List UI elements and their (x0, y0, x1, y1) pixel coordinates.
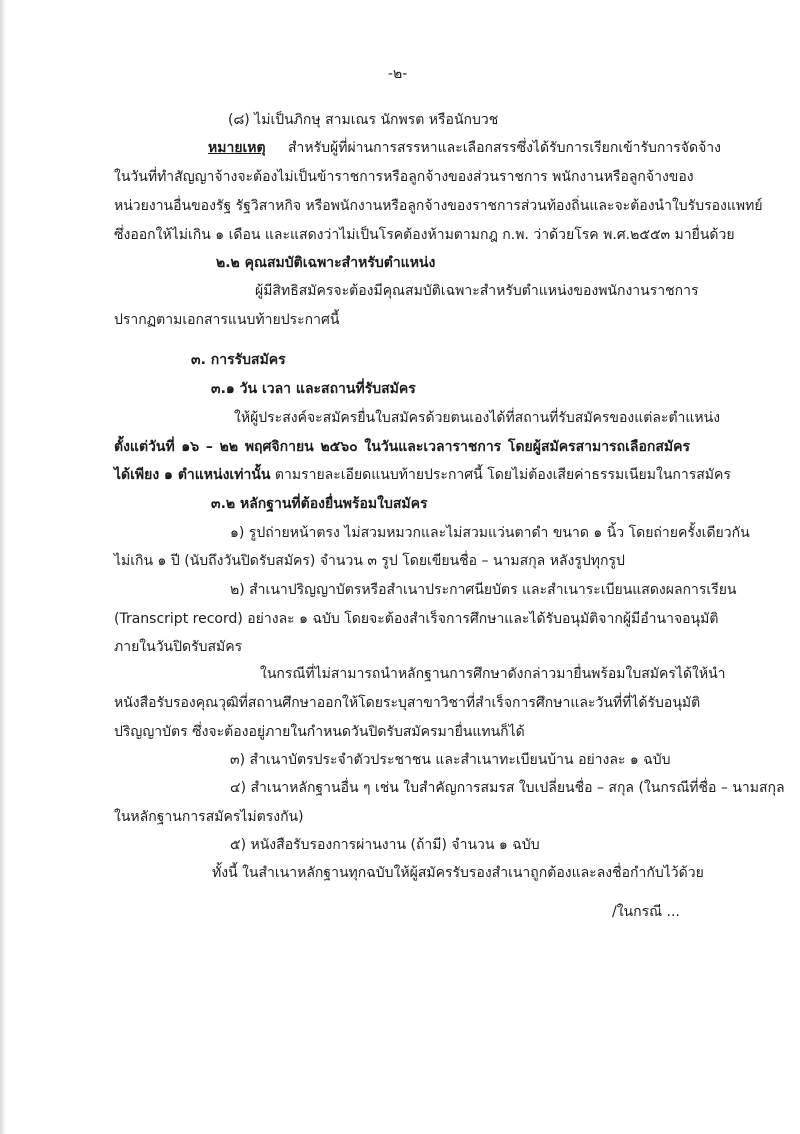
case-line-2: หนังสือรับรองคุณวุฒิที่สถานศึกษาออกให้โดยระบุสาขาวิชาที่สำเร็จการศึกษาและวันที่ที่ได้รับอนุมัติ (114, 695, 701, 711)
section-3-1-line-3 (114, 465, 731, 485)
item-2-line-1: ๒) สำเนาปริญญาบัตรหรือสำเนาประกาศนียบัตร และสำเนาระเบียนแสดงผลการเรียน (230, 582, 737, 598)
section-3-1-line-3-rest: ตามรายละเอียดแนบท้ายประกาศนี้ โดยไม่ต้องเสียค่าธรรมเนียมในการสมัคร (270, 467, 731, 483)
section-3-1-heading: ๓.๑ วัน เวลา และสถานที่รับสมัคร (211, 381, 416, 397)
section-2-2-line-1: ผู้มีสิทธิสมัครจะต้องมีคุณสมบัติเฉพาะสำหรับตำแหน่งของพนักงานราชการ (255, 283, 699, 299)
item-2-line-3: ภายในวันปิดรับสมัคร (114, 639, 243, 655)
remark-label (208, 138, 266, 158)
remark-label-text: หมายเหตุ (208, 140, 266, 156)
case-line-1: ในกรณีที่ไม่สามารถนำหลักฐานการศึกษาดังกล่าวมายื่นพร้อมใบสมัครได้ให้นำ (260, 666, 726, 682)
remark-line-1: สำหรับผู้ที่ผ่านการสรรหาและเลือกสรรซึ่งได้รับการเรียกเข้ารับการจัดจ้าง (288, 140, 721, 156)
remark-line-2: ในวันที่ทำสัญญาจ้างจะต้องไม่เป็นข้าราชการหรือลูกจ้างของส่วนราชการ พนักงานหรือลูกจ้างของ (114, 169, 694, 185)
remark-line-3: หน่วยงานอื่นของรัฐ รัฐวิสาหกิจ หรือพนักงานหรือลูกจ้างของราชการส่วนท้องถิ่นและจะต้องนำใบรับรองแพทย์ (114, 198, 763, 214)
section-3-heading: ๓. การรับสมัคร (191, 352, 286, 368)
page-number: -๒- (388, 66, 408, 82)
section-3-1-line-2: ตั้งแต่วันที่ ๑๖ – ๒๒ พฤศจิกายน ๒๕๖๐ ในวันและเวลาราชการ โดยผู้สมัครสามารถเลือกสมัคร (114, 439, 690, 455)
item-4-line-1: ๔) สำเนาหลักฐานอื่น ๆ เช่น ใบสำคัญการสมรส ใบเปลี่ยนชื่อ – สกุล (ในกรณีที่ชื่อ – นามสกุล (230, 780, 785, 796)
item-2-line-2: (Transcript record) อย่างละ ๑ ฉบับ โดยจะต้องสำเร็จการศึกษาและได้รับอนุมัติจากผู้มีอำนาจอนุมัติ (114, 611, 719, 627)
case-line-3: ปริญญาบัตร ซึ่งจะต้องอยู่ภายในกำหนดวันปิดรับสมัครมายื่นแทนก็ได้ (114, 724, 525, 740)
qualification-8: (๘) ไม่เป็นภิกษุ สามเณร นักพรต หรือนักบวช (228, 112, 499, 128)
closing-line: ทั้งนี้ ในสำเนาหลักฐานทุกฉบับให้ผู้สมัครรับรองสำเนาถูกต้องและลงชื่อกำกับไว้ด้วย (212, 865, 704, 881)
section-2-2-heading: ๒.๒ คุณสมบัติเฉพาะสำหรับตำแหน่ง (216, 255, 436, 271)
item-1-line-1: ๑) รูปถ่ายหน้าตรง ไม่สวมหมวกและไม่สวมแว่นตาดำ ขนาด ๑ นิ้ว โดยถ่ายครั้งเดียวกัน (230, 525, 750, 541)
item-5: ๕) หนังสือรับรองการผ่านงาน (ถ้ามี) จำนวน ๑ ฉบับ (230, 837, 540, 853)
scan-edge-shadow (0, 0, 6, 1134)
section-3-1-line-3-bold: ได้เพียง ๑ ตำแหน่งเท่านั้น (114, 467, 271, 483)
remark-line-4: ซึ่งออกให้ไม่เกิน ๑ เดือน และแสดงว่าไม่เป็นโรคต้องห้ามตามกฎ ก.พ. ว่าด้วยโรค พ.ศ.๒๕๕๓ มายื่นด้วย (114, 227, 735, 243)
item-4-line-2: ในหลักฐานการสมัครไม่ตรงกัน) (114, 809, 304, 825)
continuation-note: /ในกรณี ... (612, 904, 680, 920)
section-3-1-line-1: ให้ผู้ประสงค์จะสมัครยื่นใบสมัครด้วยตนเองได้ที่สถานที่รับสมัครของแต่ละตำแหน่ง (234, 410, 721, 426)
section-3-2-heading: ๓.๒ หลักฐานที่ต้องยื่นพร้อมใบสมัคร (211, 496, 428, 512)
item-1-line-2: ไม่เกิน ๑ ปี (นับถึงวันปิดรับสมัคร) จำนวน ๓ รูป โดยเขียนชื่อ – นามสกุล หลังรูปทุกรูป (114, 553, 625, 569)
section-2-2-line-2: ปรากฏตามเอกสารแนบท้ายประกาศนี้ (114, 312, 340, 328)
item-3: ๓) สำเนาบัตรประจำตัวประชาชน และสำเนาทะเบียนบ้าน อย่างละ ๑ ฉบับ (230, 752, 671, 768)
